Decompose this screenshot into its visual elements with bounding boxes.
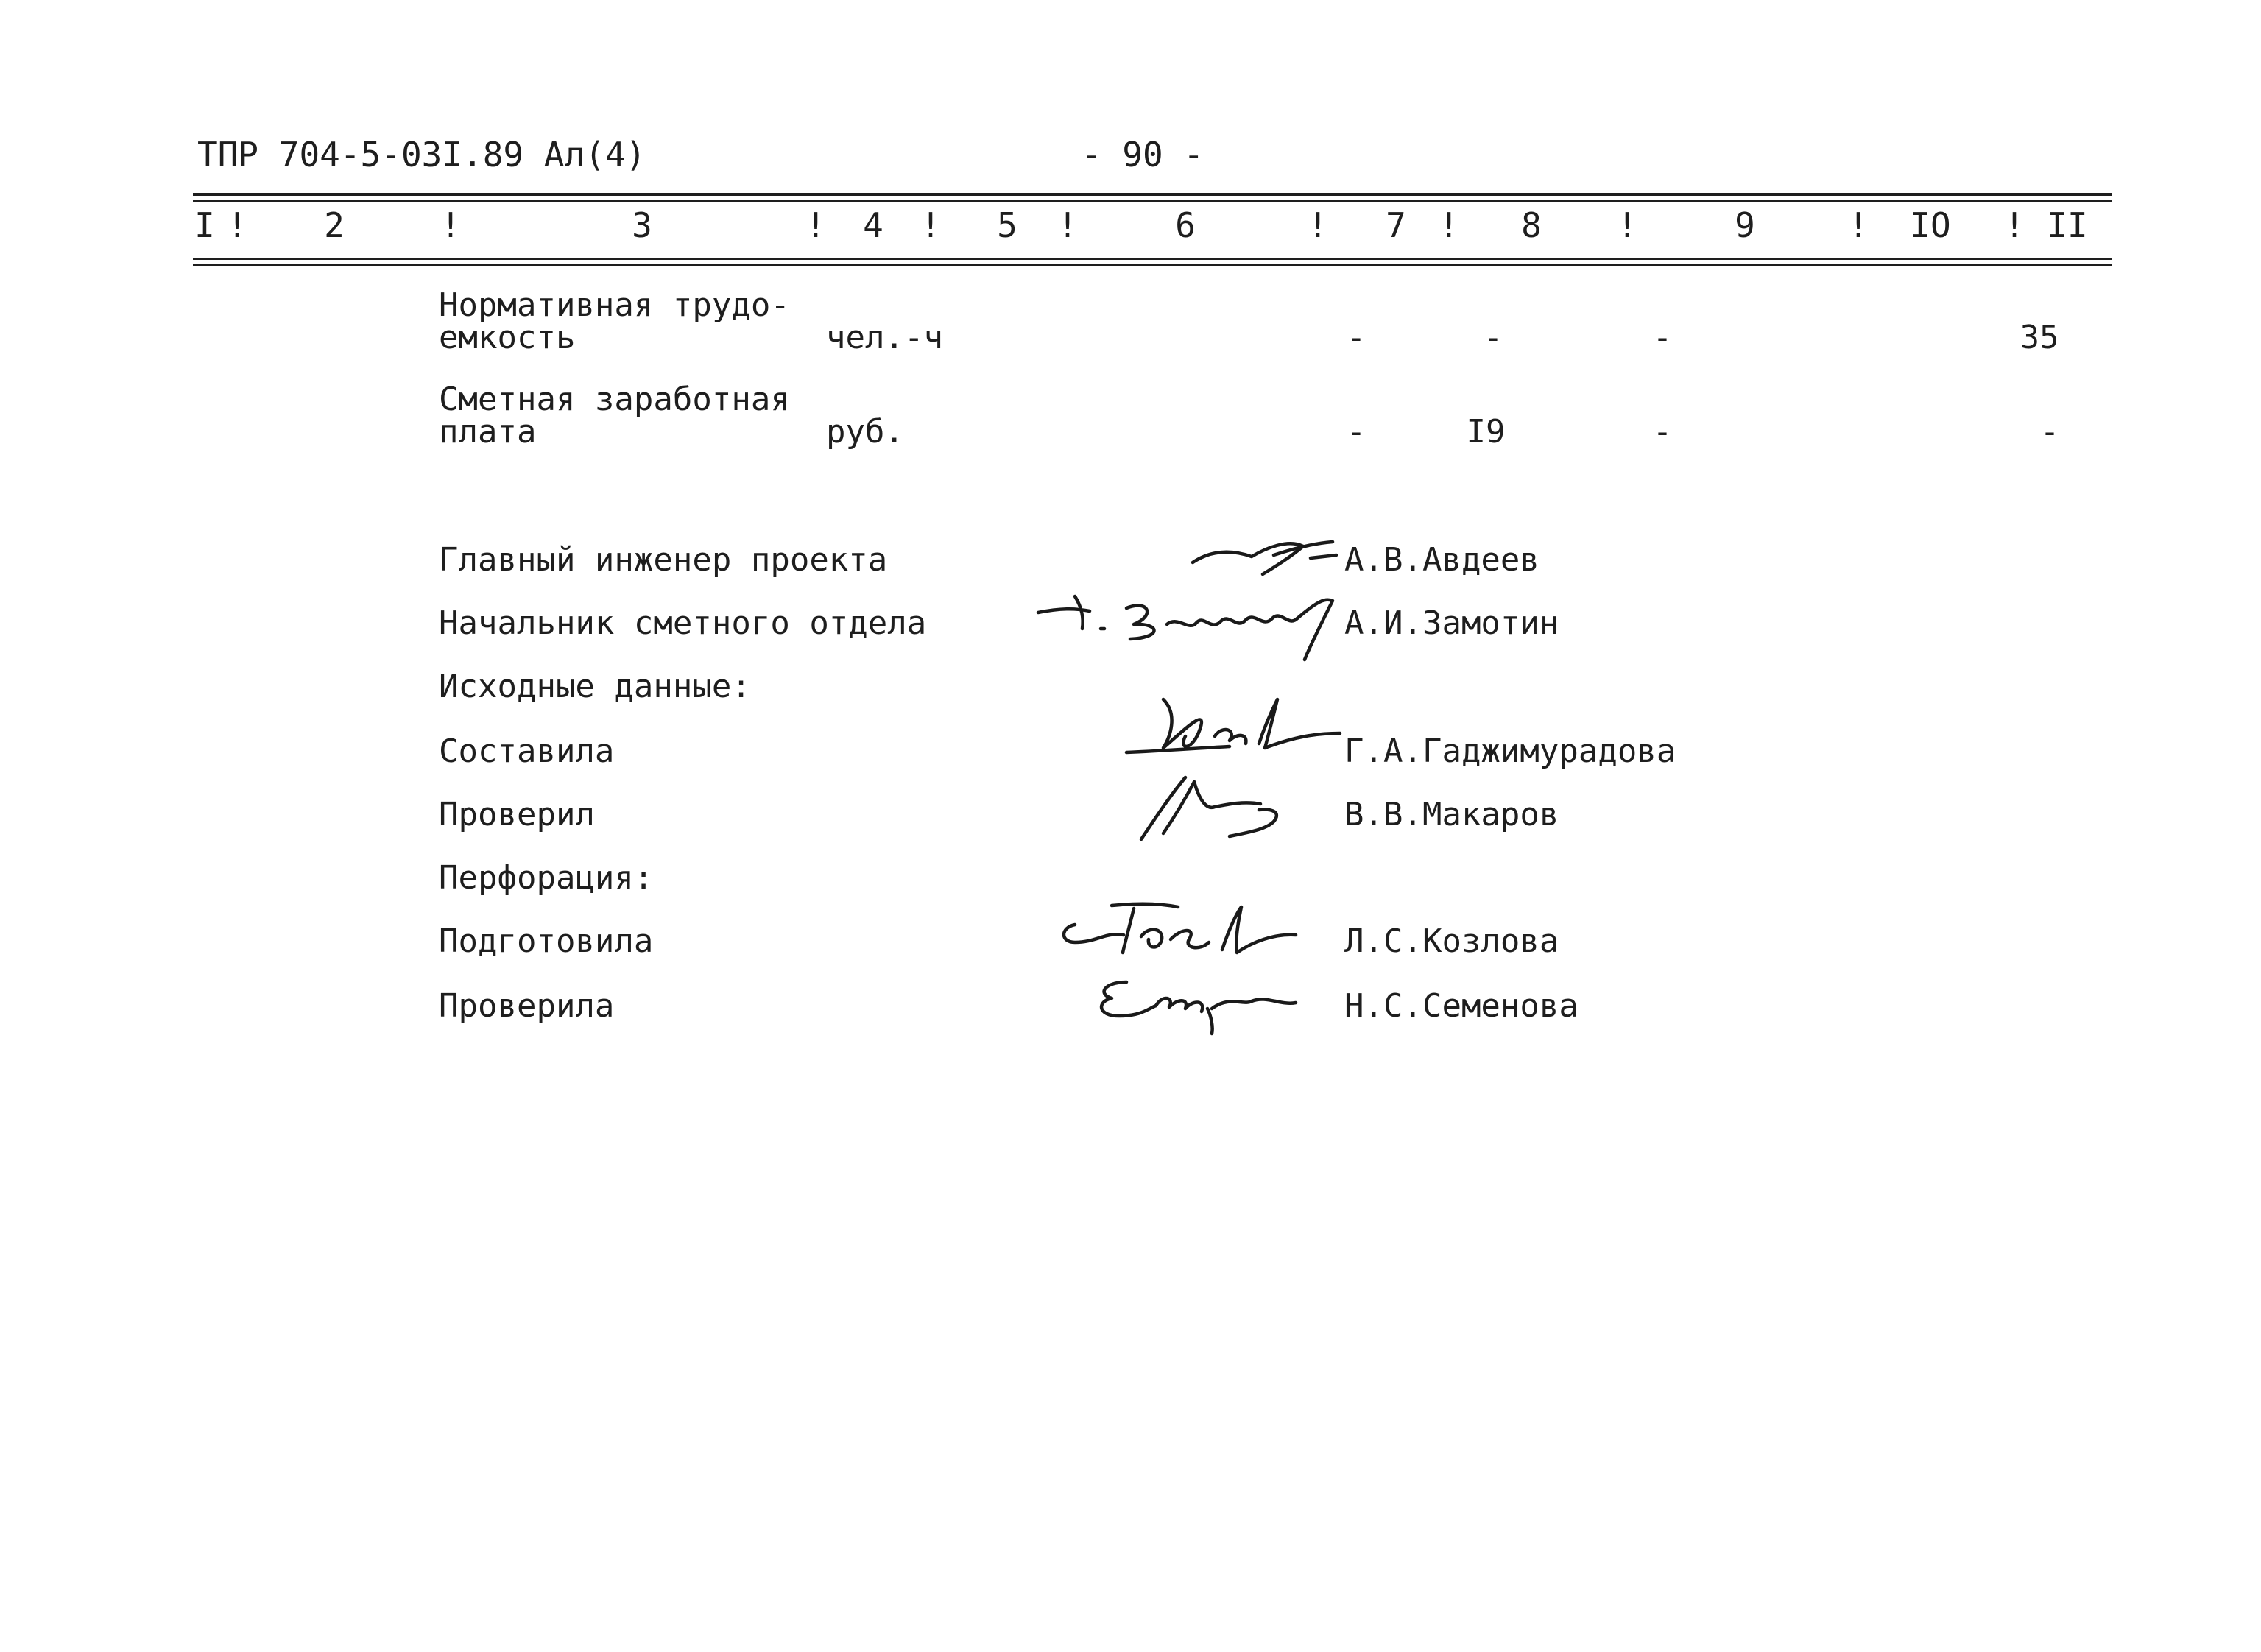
column-separator: !	[1308, 205, 1328, 245]
section-label: Перфорация:	[439, 859, 654, 897]
column-2-number: 2	[324, 205, 345, 245]
column-separator: !	[1057, 205, 1078, 245]
signatory-name: А.В.Авдеев	[1344, 541, 1539, 579]
row-col9-value: -	[1652, 319, 1673, 356]
handwritten-signature	[1031, 586, 1340, 667]
column-9-number: 9	[1735, 205, 1755, 245]
column-separator: !	[1439, 205, 1459, 245]
table-header-bottom-rule	[193, 258, 2112, 260]
table-top-rule-inner	[193, 200, 2112, 202]
column-3-number: 3	[632, 205, 652, 245]
row-col11-value: -	[2039, 413, 2060, 451]
column-4-number: 4	[863, 205, 883, 245]
column-separator: !	[2004, 205, 2025, 245]
signature-role: Начальник сметного отдела	[439, 604, 927, 642]
document-code: ТПР 704-5-03I.89 Ал(4)	[197, 135, 646, 174]
column-separator: !	[920, 205, 941, 245]
handwritten-signature	[1082, 957, 1303, 1038]
row-name-line1: Нормативная трудо-	[439, 286, 790, 324]
row-name-line2: плата	[439, 413, 537, 451]
column-separator: !	[227, 205, 247, 245]
column-1-number: I	[194, 205, 215, 245]
row-col9-value: -	[1652, 413, 1673, 451]
row-col11-value: 35	[2020, 319, 2059, 356]
row-name-line2: емкость	[439, 319, 576, 356]
column-5-number: 5	[997, 205, 1017, 245]
column-8-number: 8	[1521, 205, 1542, 245]
signatory-name: А.И.Замотин	[1344, 604, 1559, 642]
signatory-name: Н.С.Семенова	[1344, 987, 1579, 1025]
table-top-rule	[193, 193, 2112, 196]
row-col7-value: -	[1346, 319, 1366, 356]
column-11-number: II	[2047, 205, 2088, 245]
section-label: Исходные данные:	[439, 668, 751, 705]
column-separator: !	[1848, 205, 1869, 245]
row-col8-value: -	[1483, 319, 1503, 356]
signatory-name: В.В.Макаров	[1344, 796, 1559, 833]
row-col8-value: I9	[1466, 413, 1506, 451]
row-name-line1: Сметная заработная	[439, 381, 790, 418]
column-10-number: IO	[1910, 205, 1951, 245]
signature-role: Главный инженер проекта	[439, 541, 888, 579]
table-header-bottom-rule-inner	[193, 264, 2112, 266]
row-unit: чел.-ч	[826, 319, 943, 356]
signature-role: Составила	[439, 733, 615, 770]
column-separator: !	[1617, 205, 1637, 245]
column-separator: !	[440, 205, 461, 245]
signatory-name: Л.С.Козлова	[1344, 922, 1559, 960]
signature-role: Проверил	[439, 796, 595, 833]
column-6-number: 6	[1175, 205, 1196, 245]
column-7-number: 7	[1386, 205, 1406, 245]
signatory-name: Г.А.Гаджимурадова	[1344, 733, 1676, 770]
handwritten-signature	[1119, 685, 1355, 773]
handwritten-signature	[1185, 526, 1347, 585]
page-number: - 90 -	[1081, 135, 1204, 174]
signature-role: Подготовила	[439, 922, 654, 960]
signature-role: Проверила	[439, 987, 615, 1025]
row-col7-value: -	[1346, 413, 1366, 451]
row-unit: руб.	[826, 413, 904, 451]
column-separator: !	[805, 205, 826, 245]
handwritten-signature	[1134, 766, 1311, 847]
